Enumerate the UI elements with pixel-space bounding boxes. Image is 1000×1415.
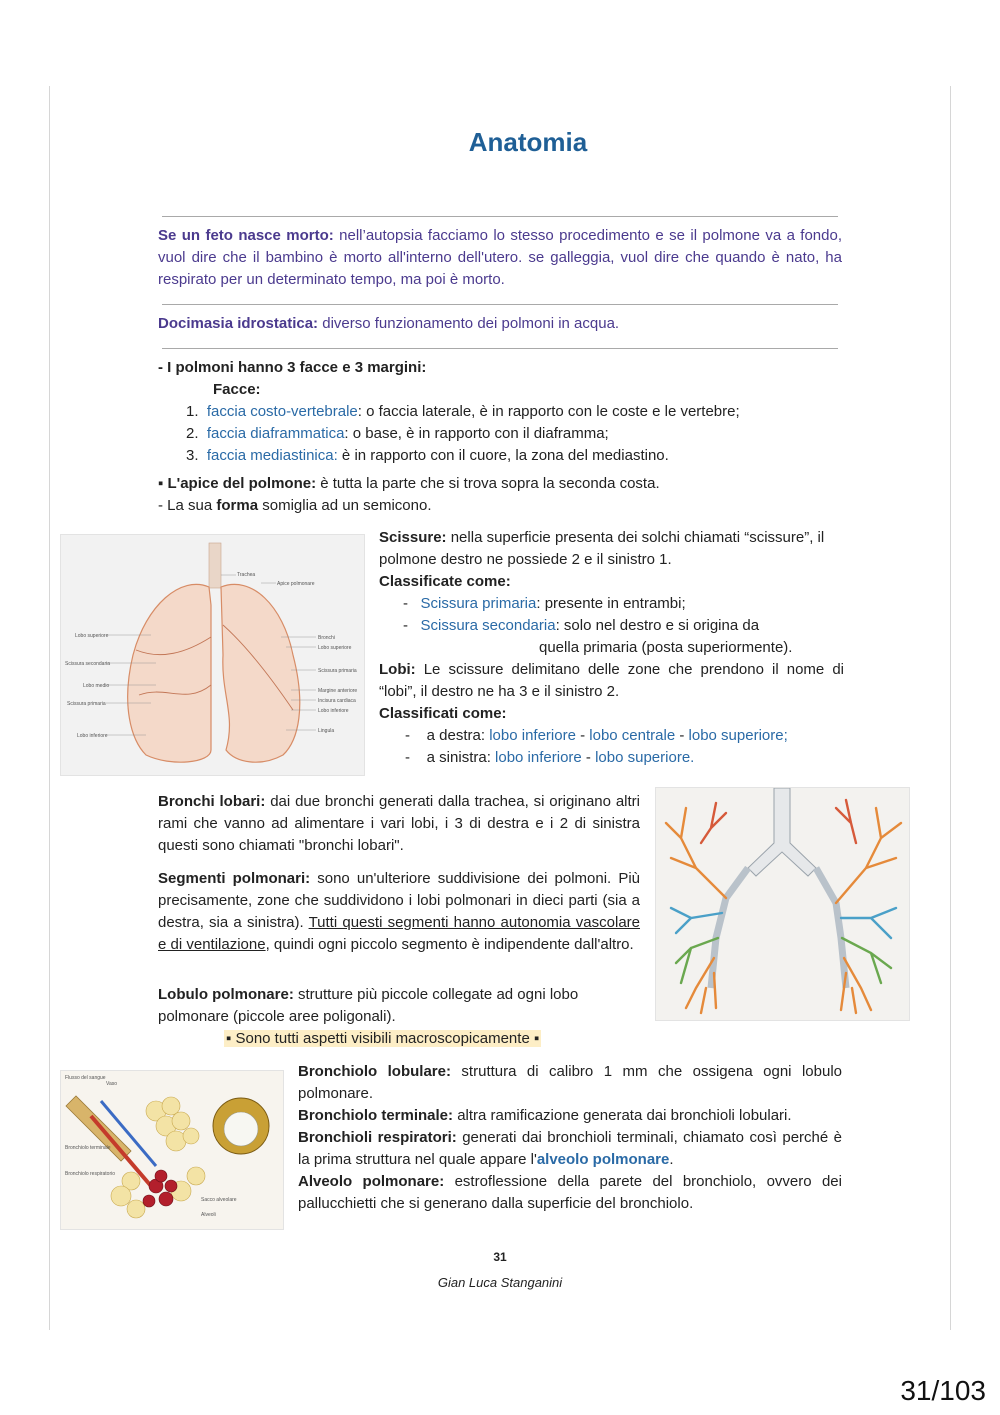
facce-section [158, 357, 842, 467]
lobi-destra: - a destra: lobo inferiore - lobo centrale - lobo superiore; [405, 727, 788, 744]
lung-label: Scissura primaria [318, 668, 357, 674]
alveoli-label: Vaso [106, 1081, 118, 1087]
page-border-left [49, 86, 50, 1330]
lung-label: Lobo inferiore [77, 733, 108, 739]
lung-label: Lobo superiore [318, 645, 352, 651]
segmenti-paragraph: Segmenti polmonari: sono un'ulteriore suddivisione dei polmoni. Più precisamente, zone che suddividono i lobi polmonari in dieci parti (sia a destra, sia a sinistra). Tutti questi segmenti hanno autonomia vascolare e di ventilazione, quindi ogni piccolo segmento è indipendente dall'altro. [158, 870, 640, 953]
alveolo-polmonare: Alveolo polmonare: estroflessione della parete del bronchiolo, ovvero dei pallucchietti che si generano dalla superficie del bronchiolo. [298, 1173, 842, 1212]
divider [162, 216, 838, 217]
facce-term: faccia costo-vertebrale [206, 403, 358, 420]
facce-item-2: 2. faccia diaframmatica: o base, è in rapporto con il diaframma; [186, 425, 609, 442]
bronchiolo-lobulare: Bronchiolo lobulare: struttura di calibro 1 mm che ossigena ogni lobulo polmonare. [298, 1063, 842, 1102]
docimasia-text: diverso funzionamento dei polmoni in acqua. [318, 315, 620, 332]
facce-item-3: 3. faccia mediastinica: è in rapporto con il cuore, la zona del mediastino. [186, 447, 669, 464]
alveoli-label: Flusso del sangue [65, 1075, 106, 1081]
alveoli-illustration [61, 1071, 283, 1229]
feto-text: nell’autopsia facciamo lo stesso procedimento e se il polmone va a fondo, vuol dire che il bambino è morto all'interno dell'utero. se galleggia, vuol dire che quando è nato, ha respirato per un determinato tempo, ma poi è morto. [158, 227, 843, 288]
scissure-section: Scissure: nella superficie presenta dei solchi chiamati “scissure”, il polmone destro ne possiede 2 e il sinistro 1. Classificate come: - Scissura primaria: presente in entrambi; - Scissura secondaria: solo nel destro e si origina da quella primaria (posta superiormente). Lobi: Le scissure delimitano delle zone che prendono il nome di “lobi”, il destro ne ha 3 e il sinistro 2. Classificati come: - a destra: lobo inferiore - lobo centrale - lobo superiore; - a sinistra: lobo inferiore - lobo superiore. [379, 527, 844, 769]
author: Gian Luca Stanganini [437, 1275, 563, 1290]
divider [162, 348, 838, 349]
lobi-sinistra: - a sinistra: lobo inferiore - lobo superiore. [405, 749, 695, 766]
highlight-note: ▪ Sono tutti aspetti visibili macroscopicamente ▪ [226, 1030, 540, 1047]
lungs-illustration [61, 535, 364, 775]
alveoli-figure [60, 1070, 284, 1230]
feto-paragraph [158, 225, 842, 291]
page-number: 31 [493, 1250, 507, 1264]
forma-paragraph: - La sua forma somiglia ad un semicono. [158, 497, 432, 514]
alveoli-label: Bronchiolo terminale [65, 1145, 111, 1151]
lung-label: Incisura cardiaca [318, 698, 356, 704]
bronchial-tree-figure [655, 787, 910, 1021]
page-border-right [950, 86, 951, 1330]
lobulo-paragraph: Lobulo polmonare: strutture più piccole collegate ad ogni lobo polmonare (piccole aree poligonali). [158, 986, 579, 1025]
bronchiolo-terminale: Bronchiolo terminale: altra ramificazione generata dai bronchioli lobulari. [298, 1107, 792, 1124]
page-title: Anatomia [468, 127, 588, 157]
bronchial-tree-illustration [656, 788, 909, 1020]
lung-label: Lingula [318, 728, 335, 734]
alveoli-label: Bronchiolo respiratorio [65, 1171, 116, 1177]
lung-label: Apice polmonare [277, 581, 315, 587]
bronchioli-respiratori: Bronchioli respiratori: generati dai bronchioli terminali, chiamato così perché è la prima struttura nel quale appare l'alveolo polmonare. [298, 1129, 842, 1168]
lung-label: Scissura secondaria [65, 661, 111, 667]
facce-term: faccia mediastinica: [206, 447, 338, 464]
facce-subheading: Facce: [213, 381, 261, 398]
alveoli-label: Sacco alveolare [201, 1197, 237, 1203]
lung-label: Scissura primaria [67, 701, 106, 707]
alveoli-label: Alveoli [201, 1212, 216, 1218]
lung-label: Bronchi [318, 635, 335, 641]
docimasia-label: Docimasia idrostatica: [158, 315, 319, 332]
apice-paragraph: ▪ L'apice del polmone: è tutta la parte che si trova sopra la seconda costa. [158, 475, 660, 492]
docimasia-paragraph [158, 313, 842, 335]
lung-label: Lobo medio [83, 683, 110, 689]
scissura-item: - Scissura secondaria: solo nel destro e si origina da [403, 617, 760, 634]
facce-heading: - I polmoni hanno 3 facce e 3 margini: [158, 359, 427, 376]
lung-label: Margine anteriore [318, 688, 358, 694]
page-counter: 31/103 [900, 1375, 986, 1406]
facce-term: faccia diaframmatica [206, 425, 345, 442]
lung-label: Lobo superiore [75, 633, 109, 639]
bronchi-lobari-paragraph: Bronchi lobari: dai due bronchi generati dalla trachea, si originano altri rami che vanno ad alimentare i vari lobi, i 3 di destra e i 2 di sinistra questi sono chiamati "bronchi lobari". [158, 793, 641, 854]
bronchioli-section [298, 1061, 842, 1215]
lung-label: Trachea [237, 572, 256, 578]
lung-label: Lobo inferiore [318, 708, 349, 714]
feto-label: Se un feto nasce morto: [158, 227, 334, 244]
lungs-figure [60, 534, 365, 776]
scissura-item: - Scissura primaria: presente in entrambi; [403, 595, 686, 612]
facce-item-1: 1. faccia costo-vertebrale: o faccia laterale, è in rapporto con le coste e le vertebre; [186, 403, 740, 420]
divider [162, 304, 838, 305]
